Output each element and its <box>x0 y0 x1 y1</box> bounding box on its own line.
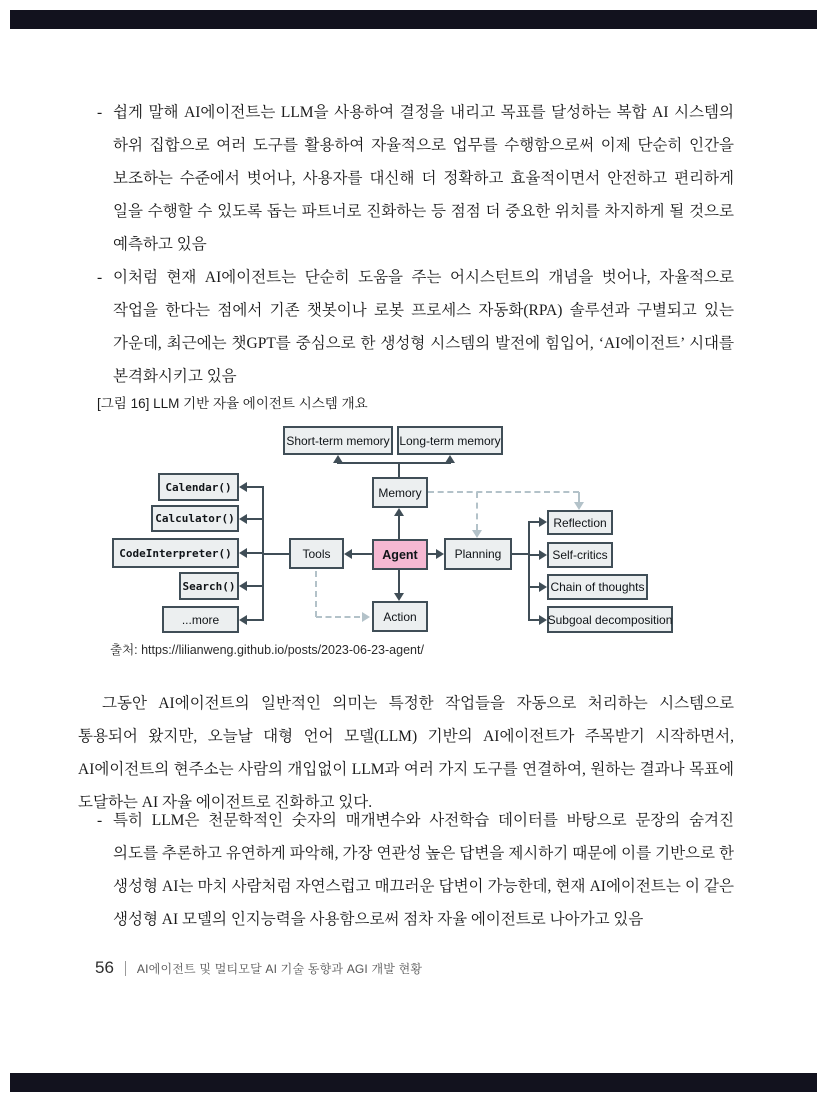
diagram-box-search: Search() <box>179 572 239 600</box>
connector-line <box>337 462 451 464</box>
bullet-item <box>97 804 734 936</box>
connector-line <box>246 585 263 587</box>
arrowhead-left-icon <box>239 615 247 625</box>
arrowhead-right-icon <box>539 615 547 625</box>
diagram-box-short-term-memory: Short-term memory <box>283 426 393 455</box>
arrowhead-right-icon <box>362 612 370 622</box>
arrowhead-up-icon <box>394 508 404 516</box>
diagram-box-tools: Tools <box>289 538 344 569</box>
arrowhead-left-icon <box>239 581 247 591</box>
diagram-box-chain-of-thoughts: Chain of thoughts <box>547 574 648 600</box>
arrowhead-down-icon <box>472 530 482 538</box>
arrowhead-down-icon <box>394 593 404 601</box>
connector-line <box>246 619 263 621</box>
diagram-box-reflection: Reflection <box>547 510 613 535</box>
bullet-text: 이처럼 현재 AI에이전트는 단순히 도움을 주는 어시스턴트의 개념을 벗어나, 자율적으로 작업을 한다는 점에서 기존 챗봇이나 로봇 프로세스 자동화(RPA) 솔루션과 구별되고 있는 가운데, 최근에는 챗GPT를 중심으로 한 생성형 시스템의 발전에 힘입어, ‘AI에이전트’ 시대를 본격화시키고 있음 <box>113 269 734 385</box>
diagram-box-action: Action <box>372 601 428 632</box>
diagram-box-long-term-memory: Long-term memory <box>397 426 503 455</box>
diagram-box-self-critics: Self-critics <box>547 542 613 568</box>
diagram-box-planning: Planning <box>444 538 512 570</box>
bullet-text: 특히 LLM은 천문학적인 숫자의 매개변수와 사전학습 데이터를 바탕으로 문장의 숨겨진 의도를 추론하고 유연하게 파악해, 가장 연관성 높은 답변을 제시하기 때문에 이를 기반으로 한 생성형 AI는 마치 사람처럼 자연스럽고 매끄러운 답변이 가능한데, 현재 AI에이전트는 이 같은 생성형 AI 모델의 인지능력을 사용함으로써 점차 자율 에이전트로 나아가고 있음 <box>113 812 734 928</box>
bullet-marker: - <box>97 269 103 286</box>
dashed-connector-line <box>316 616 360 618</box>
arrowhead-right-icon <box>539 517 547 527</box>
arrowhead-down-icon <box>574 502 584 510</box>
connector-line <box>264 553 289 555</box>
diagram-box-code-interpreter: CodeInterpreter() <box>112 538 239 568</box>
connector-line <box>246 486 263 488</box>
arrowhead-right-icon <box>539 582 547 592</box>
diagram-box-subgoal-decomposition: Subgoal decomposition <box>547 606 673 633</box>
bottom-decoration-bar <box>10 1073 817 1092</box>
body-paragraph: 그동안 AI에이전트의 일반적인 의미는 특정한 작업들을 자동으로 처리하는 시스템으로 통용되어 왔지만, 오늘날 대형 언어 모델(LLM) 기반의 AI에이전트가 주목받기 시작하면서, AI에이전트의 현주소는 사람의 개입없이 LLM과 여러 가지 도구를 연결하여, 원하는 결과나 목표에 도달하는 AI 자율 에이전트로 진화하고 있다. <box>78 695 734 811</box>
connector-line <box>512 553 528 555</box>
bullet-text: 쉽게 말해 AI에이전트는 LLM을 사용하여 결정을 내리고 목표를 달성하는 복합 AI 시스템의 하위 집합으로 여러 도구를 활용하여 자율적으로 업무를 수행함으로써 이제 단순히 인간을 보조하는 수준에서 벗어나, 사용자를 대신해 더 정확하고 효율적이면서 안전하고 편리하게 일을 수행할 수 있도록 돕는 파트너로 진화하는 등 점점 더 중요한 위치를 차지하게 될 것으로 예측하고 있음 <box>113 104 734 253</box>
arrowhead-left-icon <box>344 549 352 559</box>
footer-title: AI에이전트 및 멀티모달 AI 기술 동향과 AGI 개발 현황 <box>136 961 423 976</box>
page-number: 56 <box>95 958 114 977</box>
arrowhead-up-icon <box>445 455 455 463</box>
arrowhead-right-icon <box>539 550 547 560</box>
connector-line <box>246 518 263 520</box>
dashed-connector-line <box>315 571 317 617</box>
connector-line <box>398 514 400 539</box>
diagram-box-more: ...more <box>162 606 239 633</box>
figure-caption: [그림 16] LLM 기반 자율 에이전트 시스템 개요 <box>97 396 368 411</box>
connector-line <box>350 553 372 555</box>
connector-line <box>528 521 530 621</box>
diagram-box-agent: Agent <box>372 539 428 570</box>
page-footer <box>95 958 422 978</box>
diagram-box-calculator: Calculator() <box>151 505 239 532</box>
arrowhead-right-icon <box>436 549 444 559</box>
footer-divider <box>125 961 126 976</box>
figure-source: 출처: https://lilianweng.github.io/posts/2023-06-23-agent/ <box>110 643 424 657</box>
arrowhead-left-icon <box>239 482 247 492</box>
arrowhead-left-icon <box>239 514 247 524</box>
bullet-marker: - <box>97 812 103 829</box>
arrowhead-up-icon <box>333 455 343 463</box>
arrowhead-left-icon <box>239 548 247 558</box>
diagram-box-memory: Memory <box>372 477 428 508</box>
connector-line <box>398 570 400 595</box>
connector-line <box>246 552 263 554</box>
bullet-list-bottom <box>97 804 734 936</box>
dashed-connector-line <box>476 492 478 530</box>
dashed-connector-line <box>428 491 579 493</box>
bullet-marker: - <box>97 104 103 121</box>
connector-line <box>398 462 400 477</box>
diagram-box-calendar: Calendar() <box>158 473 239 501</box>
